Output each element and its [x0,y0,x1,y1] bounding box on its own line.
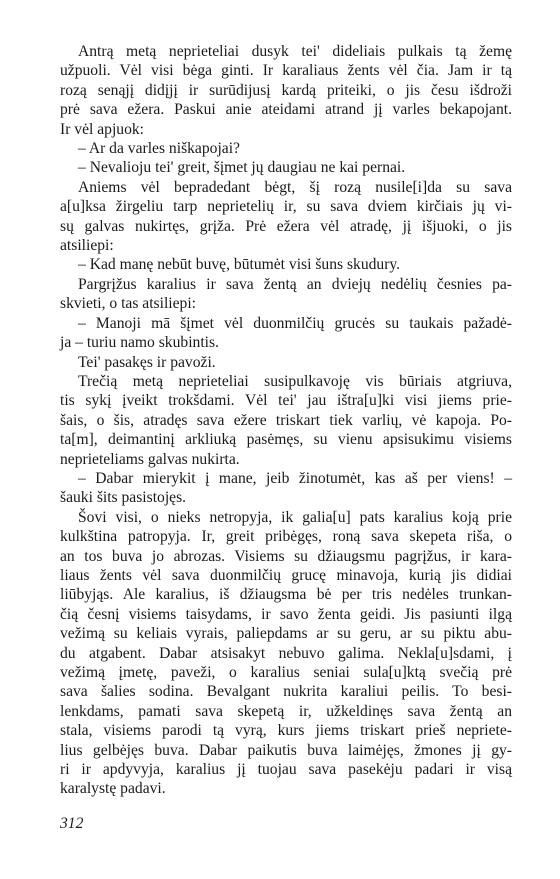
text-line: liaus žents vėl sava duonmilčių grucę minavoja, kurią jis didiai [60,566,512,584]
text-line: užpuoli. Vėl visi bėga ginti. Ir karaliaus žents vėl čia. Jam ir tą [60,62,512,80]
text-line: šauki šits pasistojęs. [60,489,187,507]
text-line: ri ir apdyvyja, karalius jį tuojau sava pasekėju padari ir visą [60,761,512,779]
text-line: vežimą įmetę, paveži, o karalius seniai sula[u]ktą svečią prė [60,664,512,681]
text-line: Tei' pasakęs ir pavoži. [78,353,216,371]
text-line: – Kad manę nebūt buvę, būtumėt visi šuns skudury. [78,256,401,274]
text-line: a[u]ksa žirgeliu tarp neprietelių ir, su sava dviem kirčiais jų vi- [60,198,512,216]
text-line: lenkdams, pamati sava skepetą ir, užkeldinęs sava žentą an [60,702,512,720]
text-line: čią česnį visiems taisydams, ir savo ženta geidi. Jis pasiunti ilgą [60,605,512,623]
page-number: 312 [60,815,84,832]
text-line: sava šalies sodina. Bevalgant nukrita karaliui peilis. To besi- [60,683,512,701]
text-line: vežimą su keliais vyrais, paliepdams ar su geru, ar su piktu abu- [60,625,512,643]
text-line: šais, o šis, atradęs sava ežere triskart tiek varlių, vė kapoja. Po- [60,411,512,429]
text-line: sų galvas nukirtęs, grįža. Prė ežera vėl atradę, jį išjuoki, o jis [60,217,512,235]
text-line: liūbyjąs. Ale karalius, iš džiaugsma bė per tris nedėles trunkan- [60,586,512,604]
text-line: Ir vėl apjuok: [60,120,145,138]
text-line: prė sava ežera. Paskui anie ateidami atrand jį varles bekapojant. [60,101,512,119]
text-line: kulkština patropyja. Ir, greit pribėgęs, roną sava skepeta riša, o [60,528,512,546]
text-line: – Dabar mierykit į mane, jeib žinotumėt, kas aš per viens! – [78,469,512,487]
text-line: – Nevalioju tei' greit, šįmet jų daugiau ne kai pernai. [78,159,406,177]
text-line: ja – turiu namo skubintis. [60,334,219,352]
text-line: – Ar da varles niškapojai? [78,140,240,158]
text-line: Trečią metą neprieteliai susipulkavoję vis būriais atgriuva, [78,372,512,390]
text-line: ta[m], deimantinį arkliuką pasėmęs, su vienu apsisukimu visiems [60,431,512,449]
text-line: an tos buva jo abrozas. Visiems su džiaugsmu pagrįžus, ir kara- [60,547,512,565]
text-line: tis sykį įveikt trokšdami. Vėl tei' jau ištra[u]ki visi jiems prie- [60,392,512,410]
text-line: stala, visiems parodi tą vyrą, kurs jiems triskart prieš nepriete- [60,722,512,740]
text-line: neprieteliams galvas nukirta. [60,450,240,468]
text-line: rozą senąjį didįjį ir surūdijusį kardą priteiki, o jis česu išdroži [60,81,512,99]
text-line: Antrą metą neprieteliai dusyk tei' dideliais pulkais tą žemę [78,43,512,60]
text-line: karalystę padavi. [60,780,166,798]
text-line: skvieti, o tas atsiliepi: [60,295,196,313]
text-line: Šovi visi, o nieks netropyja, ik galia[u] pats karalius koją prie [78,508,512,526]
text-line: – Manoji mā šįmet vėl duonmilčių grucės su taukais pažadė- [78,314,512,332]
text-line: du atgabent. Dabar atsisakyt nebuvo galima. Nekla[u]sdami, į [60,644,512,662]
page-body [60,42,512,799]
text-line: lius gelbėjęs buva. Dabar paikutis buva laimėjęs, žmones jį gy- [60,741,512,759]
text-line: Aniems vėl bepradedant bėgt, šį rozą nusile[i]da su sava [78,178,512,196]
text-line: Pargrįžus karalius ir sava žentą an dviejų nedėlių česnies pa- [78,275,512,293]
text-line: atsiliepi: [60,237,114,255]
